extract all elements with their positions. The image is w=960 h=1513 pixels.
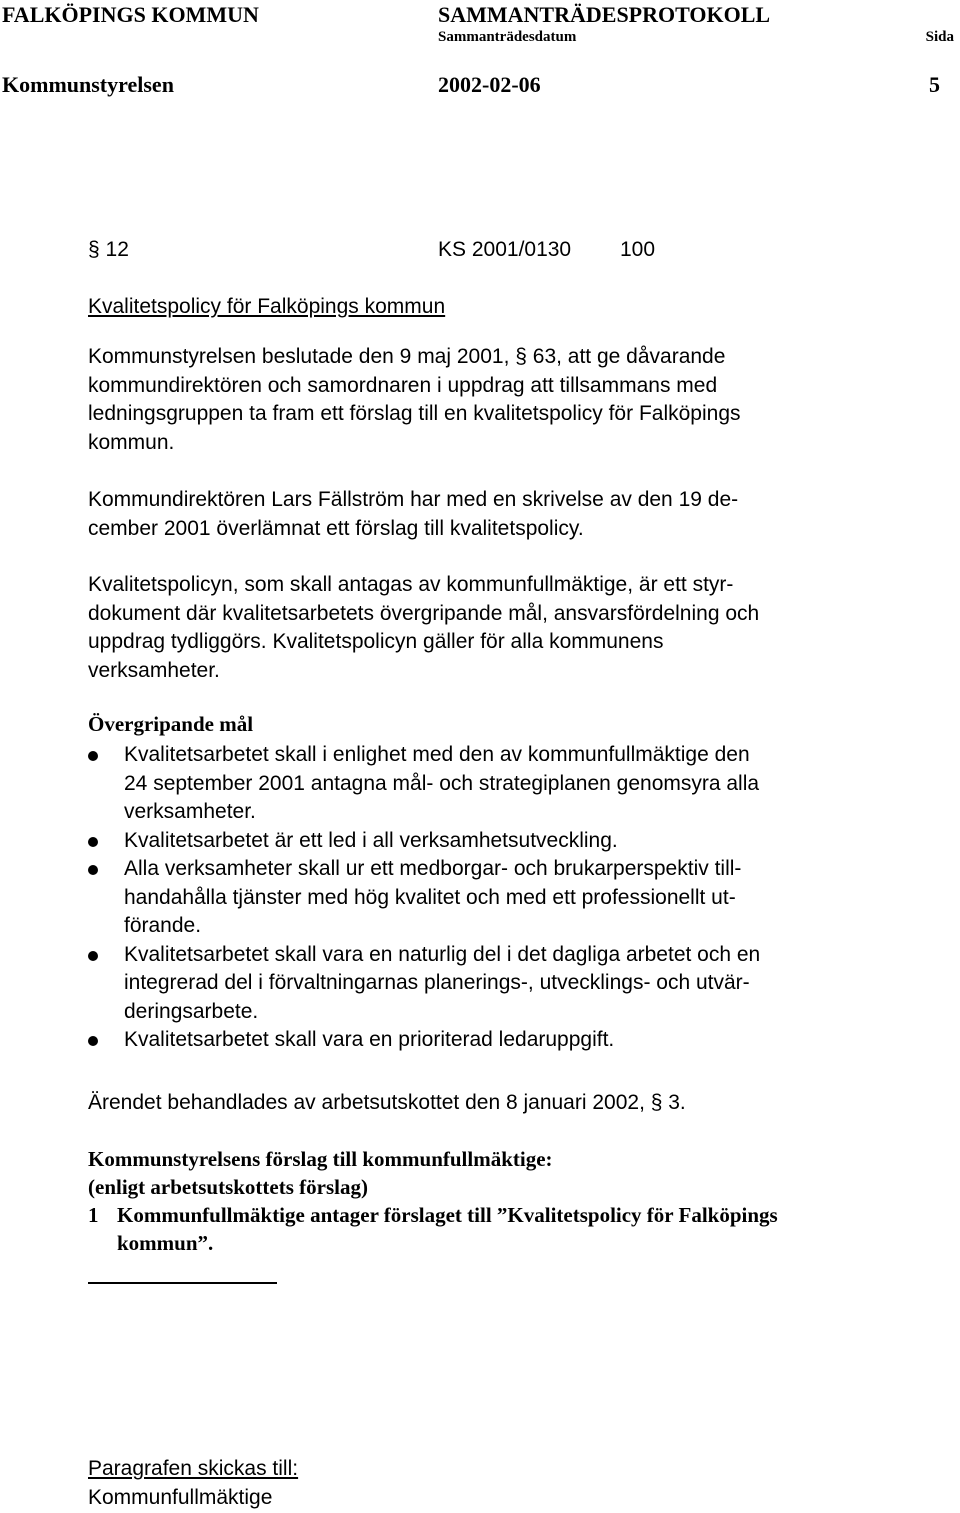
goals-list (88, 741, 760, 1055)
paragraph-sign: § (88, 238, 100, 261)
proposal-item-line: kommun”. (117, 1231, 214, 1255)
handled-text: Ärendet behandlades av arbetsutskottet den 8 januari 2002, § 3. (88, 1091, 686, 1114)
distribution-recipient: Kommunfullmäktige (88, 1486, 273, 1509)
text-line: Kvalitetspolicyn, som skall antagas av kommunfullmäktige, är ett styr- (88, 573, 734, 596)
bullet-icon (88, 865, 98, 875)
header-date: 2002-02-06 (438, 72, 541, 97)
header-org: FALKÖPINGS KOMMUN (2, 2, 259, 27)
goals-heading: Övergripande mål (88, 712, 254, 736)
paragraph-director-letter (88, 486, 738, 543)
goal-item (88, 941, 760, 1027)
goal-line: Kvalitetsarbetet är ett led i all verksamhetsutveckling. (124, 828, 618, 852)
bullet-icon (88, 751, 98, 761)
section-title: Kvalitetspolicy för Falköpings kommun (88, 295, 446, 318)
bullet-icon (88, 951, 98, 961)
bullet-icon (88, 1036, 98, 1046)
text-line: kommun. (88, 430, 175, 454)
text-line: dokument där kvalitetsarbetets övergripande mål, ansvarsfördelning och (88, 601, 760, 625)
text-line: uppdrag tydliggörs. Kvalitetspolicyn gäller för alla kommunens (88, 630, 664, 653)
text-line: cember 2001 överlämnat ett förslag till kvalitetspolicy. (88, 516, 584, 540)
header-date-label: Sammanträdesdatum (438, 29, 577, 45)
goal-line: verksamheter. (124, 800, 256, 823)
goal-line: Kvalitetsarbetet skall vara en prioriterad ledaruppgift. (124, 1028, 615, 1051)
goal-line: Alla verksamheter skall ur ett medborgar- och brukarperspektiv till- (124, 857, 742, 880)
goal-line: integrerad del i förvaltningarnas planerings-, utvecklings- och utvär- (124, 971, 750, 994)
proposal-subheading: (enligt arbetsutskottets förslag) (88, 1175, 368, 1199)
signature-rule (88, 1282, 277, 1284)
goal-item (88, 1026, 760, 1055)
paragraph-policy-description (88, 571, 759, 685)
case-code: 100 (620, 238, 656, 261)
header-body: Kommunstyrelsen (2, 72, 174, 97)
case-number: KS 2001/0130 (438, 238, 572, 261)
header-page: 5 (929, 72, 940, 97)
proposal-item-line: Kommunfullmäktige antager förslaget till ”Kvalitetspolicy för Falköpings (117, 1203, 778, 1227)
goal-line: Kvalitetsarbetet skall vara en naturlig del i det dagliga arbetet och en (124, 942, 761, 966)
goal-line: Kvalitetsarbetet skall i enlighet med den av kommunfullmäktige den (124, 743, 750, 766)
proposal-heading: Kommunstyrelsens förslag till kommunfullmäktige: (88, 1147, 553, 1171)
goal-line: 24 september 2001 antagna mål- och strategiplanen genomsyra alla (124, 771, 760, 795)
goal-item (88, 827, 760, 856)
text-line: kommundirektören och samordnaren i uppdrag att tillsammans med (88, 373, 718, 397)
text-line: verksamheter. (88, 658, 220, 682)
goal-line: förande. (124, 914, 202, 937)
header-page-label: Sida (925, 29, 954, 45)
goal-line: handahålla tjänster med hög kvalitet och med ett professionellt ut- (124, 885, 736, 909)
text-line: Kommundirektören Lars Fällström har med en skrivelse av den 19 de- (88, 488, 739, 511)
paragraph-background (88, 343, 741, 457)
text-line: ledningsgruppen ta fram ett förslag till en kvalitetspolicy för Falköpings (88, 402, 741, 425)
text-line: Kommunstyrelsen beslutade den 9 maj 2001, § 63, att ge dåvarande (88, 345, 726, 368)
paragraph-number-row (88, 236, 129, 265)
goal-item (88, 741, 760, 827)
bullet-icon (88, 837, 98, 847)
paragraph-number: 12 (105, 238, 129, 261)
proposal-item-number: 1 (88, 1203, 99, 1227)
goal-line: deringsarbete. (124, 999, 259, 1023)
header-doc-type: SAMMANTRÄDESPROTOKOLL (438, 2, 771, 27)
goal-item (88, 855, 760, 941)
distribution-label: Paragrafen skickas till: (88, 1457, 299, 1480)
